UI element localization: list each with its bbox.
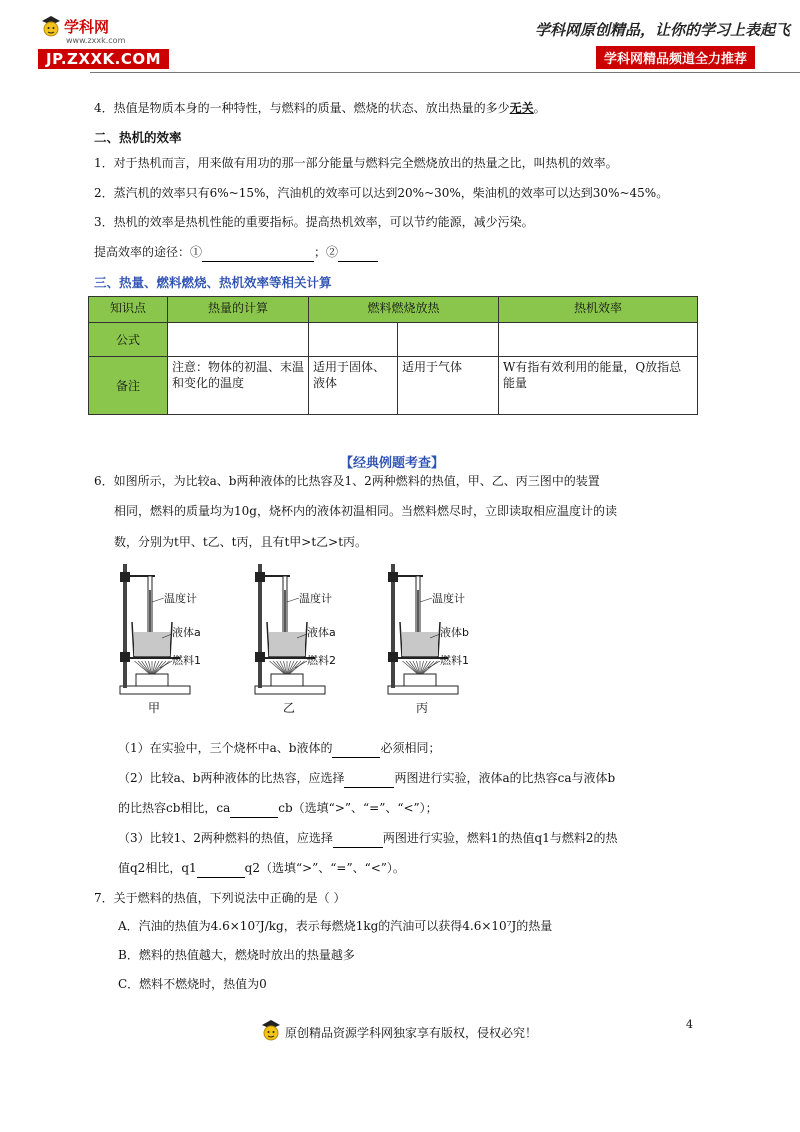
fuel-label: 燃料2 bbox=[307, 654, 336, 667]
fuel-label: 燃料1 bbox=[440, 654, 469, 667]
slogan: 学科网原创精品，让你的学习上表起飞 bbox=[535, 21, 791, 39]
section-3-title: 三、热量、燃料燃烧、热机效率等相关计算 bbox=[94, 275, 332, 290]
fuel-label: 燃料1 bbox=[172, 654, 201, 667]
q7-stem: 7．关于燃料的热值，下列说法中正确的是（ ） bbox=[94, 891, 346, 905]
page-number: 4 bbox=[686, 1018, 693, 1031]
burner bbox=[136, 674, 168, 686]
stand-base bbox=[120, 686, 190, 694]
leader-line bbox=[420, 598, 432, 602]
logo-url: www.zxxk.com bbox=[66, 36, 126, 45]
mascot-logo-icon bbox=[40, 14, 62, 40]
q7-option-c[interactable]: C．燃料不燃烧时，热值为0 bbox=[118, 977, 267, 991]
table-header: 燃料燃烧放热 bbox=[309, 297, 499, 323]
figure-caption: 甲 bbox=[148, 701, 161, 715]
apparatus-diagram bbox=[110, 560, 530, 720]
table-header: 热机效率 bbox=[499, 297, 698, 323]
stand-pole bbox=[258, 564, 262, 688]
stand-base bbox=[255, 686, 325, 694]
table-cell bbox=[499, 323, 698, 357]
thermometer-label: 温度计 bbox=[299, 592, 332, 605]
header bbox=[0, 0, 800, 75]
table-header: 热量的计算 bbox=[168, 297, 309, 323]
q6-sub-2b: 的比热容cb相比，ca cb（选填“>”、“=”、“<”）； bbox=[118, 799, 438, 818]
burner bbox=[404, 674, 436, 686]
table-cell bbox=[309, 323, 398, 357]
experiment-figures bbox=[110, 560, 530, 720]
q6-sub-1: （1）在实验中，三个烧杯中a、b液体的 必须相同； bbox=[118, 739, 441, 758]
table-cell: 注意：物体的初温、末温和变化的温度 bbox=[168, 357, 309, 415]
table-cell bbox=[168, 323, 309, 357]
table-cell: W有指有效利用的能量，Q放指总能量 bbox=[499, 357, 698, 415]
table-header: 知识点 bbox=[89, 297, 168, 323]
liquid bbox=[134, 632, 170, 656]
q6-line-2: 相同，燃料的质量均为10g，烧杯内的液体初温相同。当燃料燃尽时，立即读取相应温度计的读 bbox=[114, 504, 617, 518]
q6-line-1: 6．如图所示，为比较a、b两种液体的比热容及1、2两种燃料的热值，甲、乙、丙三图中的装置 bbox=[94, 474, 600, 488]
q6-sub-3b: 值q2相比，q1 q2（选填“>”、“=”、“<”）。 bbox=[118, 859, 405, 878]
stand-pole bbox=[123, 564, 127, 688]
copyright-notice: 原创精品资源学科网独家享有版权，侵权必究！ bbox=[285, 1026, 538, 1040]
burner bbox=[271, 674, 303, 686]
section-2-p1: 1．对于热机而言，用来做有用功的那一部分能量与燃料完全燃烧放出的热量之比，叫热机的效率。 bbox=[94, 156, 618, 170]
section-2-p4: 提高效率的途径：① ；② bbox=[94, 243, 378, 262]
liquid bbox=[402, 632, 438, 656]
figure-caption: 乙 bbox=[283, 701, 296, 715]
slogan-bar: 学科网精品频道全力推荐 bbox=[596, 46, 755, 69]
section-2-p2: 2．蒸汽机的效率只有6%~15%，汽油机的效率可以达到20%~30%，柴油机的效率可以达到30%~45%。 bbox=[94, 186, 669, 200]
section-2-p3: 3．热机的效率是热机性能的重要指标。提高热机效率，可以节约能源，减少污染。 bbox=[94, 215, 534, 229]
table-cell bbox=[398, 323, 499, 357]
logo-name: 学科网 bbox=[64, 18, 110, 36]
emphasis-text: 无关 bbox=[509, 101, 534, 115]
section-2-title: 二、热机的效率 bbox=[94, 130, 182, 145]
q7-option-a[interactable]: A．汽油的热值为4.6×10⁷J/kg，表示每燃烧1kg的汽油可以获得4.6×10⁷J的热量 bbox=[118, 919, 553, 933]
liquid-label: 液体b bbox=[440, 626, 469, 639]
knowledge-table bbox=[88, 296, 698, 415]
q7-option-b[interactable]: B．燃料的热值越大，燃烧时放出的热量越多 bbox=[118, 948, 355, 962]
header-divider bbox=[90, 72, 800, 73]
thermometer-label: 温度计 bbox=[164, 592, 197, 605]
blank-q6-4[interactable] bbox=[333, 829, 383, 848]
table-cell: 适用于固体、液体 bbox=[309, 357, 398, 415]
stand-base bbox=[388, 686, 458, 694]
leader-line bbox=[152, 598, 164, 602]
blank-q6-5[interactable] bbox=[197, 859, 245, 878]
stand-pole bbox=[391, 564, 395, 688]
mascot-footer-icon bbox=[260, 1018, 282, 1044]
blank-q6-1[interactable] bbox=[332, 739, 380, 758]
examples-title: 【经典例题考查】 bbox=[340, 456, 445, 471]
thermometer-label: 温度计 bbox=[432, 592, 465, 605]
liquid-label: 液体a bbox=[307, 626, 336, 639]
leader-line bbox=[287, 598, 299, 602]
figure-caption: 丙 bbox=[416, 701, 429, 715]
blank-q6-3[interactable] bbox=[230, 799, 278, 818]
row-label: 公式 bbox=[89, 323, 168, 357]
q6-line-3: 数，分别为t甲、t乙、t丙，且有t甲>t乙>t丙。 bbox=[114, 535, 368, 549]
logo-bar: JP.ZXXK.COM bbox=[38, 49, 169, 69]
paragraph-4: 4．热值是物质本身的一种特性，与燃料的质量、燃烧的状态、放出热量的多少无关。 bbox=[94, 101, 546, 115]
q6-sub-2a: （2）比较a、b两种液体的比热容，应选择 两图进行实验，液体a的比热容ca与液体b bbox=[118, 769, 615, 788]
row-label: 备注 bbox=[89, 357, 168, 415]
blank-1[interactable] bbox=[202, 243, 314, 262]
liquid-label: 液体a bbox=[172, 626, 201, 639]
q6-sub-3a: （3）比较1、2两种燃料的热值，应选择 两图进行实验，燃料1的热值q1与燃料2的热 bbox=[118, 829, 618, 848]
table-cell: 适用于气体 bbox=[398, 357, 499, 415]
blank-2[interactable] bbox=[338, 243, 378, 262]
blank-q6-2[interactable] bbox=[344, 769, 394, 788]
liquid bbox=[269, 632, 305, 656]
